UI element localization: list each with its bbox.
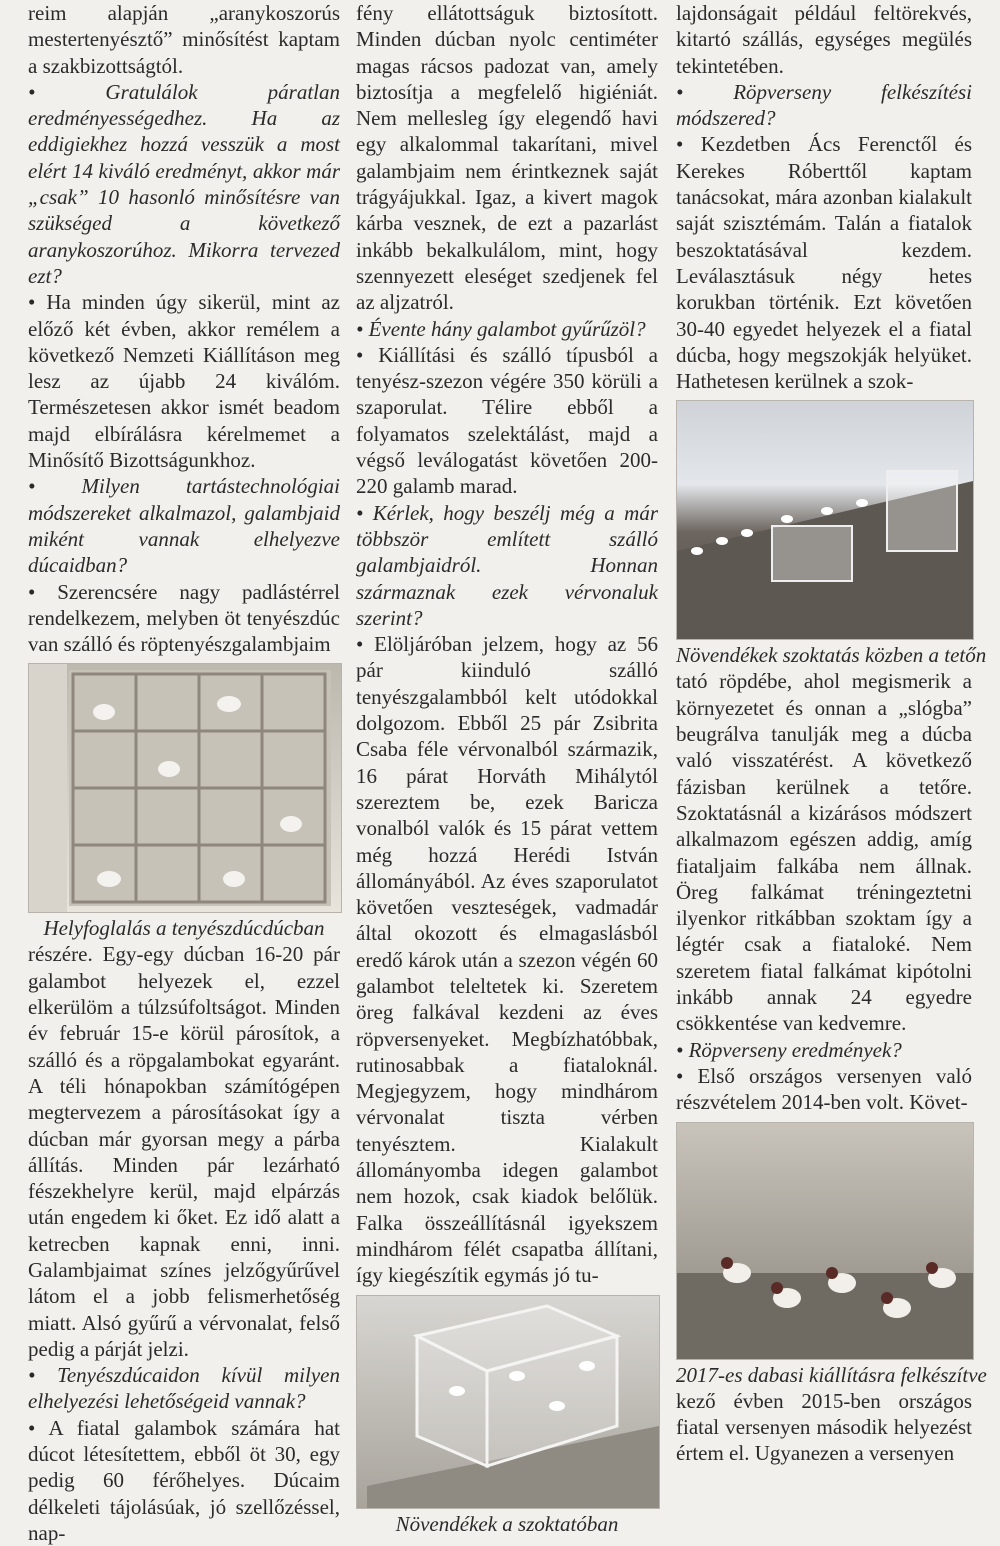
photo-exhibition-pigeons-illustration (677, 1123, 973, 1359)
photo-caption: Helyfoglalás a tenyészdúcdúcban (43, 916, 325, 941)
photo-caption: Növendékek a szoktatóban (395, 1511, 619, 1536)
interview-question: • Röpverseny felkészítési módszered? (676, 79, 972, 131)
interview-answer: • Kezdetben Ács Ferenctől és Kerekes Róberttől kaptam tanácsokat, mára azonban kialakult saját szisztémám. Talán a fiatalok beszoktatásával kezdem. Leválasztásuk négy hetes korukban történik. Ezt követően 30-40 egyedet helyezek el a fiatal dúcba, hogy megszokják helyüket. Hathetesen kerülnek a szok- (676, 132, 972, 394)
interview-question: • Évente hány galambot gyűrűzöl? (356, 316, 646, 341)
interview-question: • Tenyészdúcaidon kívül milyen elhelyezési lehetőségeid vannak? (28, 1363, 340, 1414)
paragraph: reim alapján „aranykoszorús mestertenyésztő” minősítést kaptam a szakbizottságtól. (28, 1, 340, 78)
interview-question: • Gratulálok páratlan eredményességedhez. Ha az eddigiekhez hozzá vesszük a most elért 14 kiváló eredményt, akkor már „csak” 10 hasonló minősítésre van szükséged a következő aranykoszorúhoz. Mikorra tervezed ezt? (28, 79, 340, 288)
interview-answer: • Kiállítási és szálló típusból a tenyész-szezon végére 350 körüli a szaporulat. Télire ebből a folyamatos szelektálást, majd a végső leválogatást követően 200-220 galamb marad. (356, 342, 658, 499)
paragraph: kező évben 2015-ben országos fiatal versenyen második helyezést értem el. Ugyanezen a versenyen (676, 1388, 972, 1466)
paragraph: fény ellátottságuk biztosított. Minden dúcban nyolc centiméter magas rácsos padozat van, amely biztosítja a megfelelő higiéniát. Nem mellesleg így elegendő havi egy alkalommal takarítani, mivel galambjaim nem érintkeznek saját trágyájukkal. Igaz, a kivert magok kárba vesznek, de ezt a pazarlást inkább bekalkulálom, mint, hogy szennyezett eleséget szedjenek fel az aljzatról. (356, 1, 658, 315)
interview-answer: • Elöljáróban jelzem, hogy az 56 pár kiinduló szálló tenyészgalambból kelt utódokkal dolgozom. Ebből 25 pár Zsibrita Csaba féle vérvonalból származik, 16 párat Horváth Mihálytól szereztem be, ezek Baricza vonalból valók és 15 párat vettem még hozzá Herédi István állományából. Az éves szaporulatot követően veszteségek, vadmadár által okozott és elmagaslásból eredő károk után a szezon végén 60 galambot teleltetek ki. Szeretem öreg falkával kezdeni az éves röpversenyeket. Megbízhatóbbak, rutinosabbak a fiataloknál. Megjegyzem, hogy mindhárom vérvonalat tiszta vérben tenyésztem. Kialakult állományomba idegen galambot nem hozok, csak kiadok belőlük. Falka összeállításnál igyekszem mindhárom félét csapatba állítani, így kiegészítik egymás jó tu- (356, 632, 658, 1288)
paragraph: lajdonságait például feltörekvés, kitartó szállás, egységes megülés tekintetében. (676, 1, 972, 78)
interview-answer: • Szerencsére nagy padlástérrel rendelkezem, melyben öt tenyészdúc van szálló és röptenyészgalambjaim (28, 579, 340, 657)
column-1 (28, 0, 340, 1546)
photo-rooftop-training (676, 400, 974, 640)
interview-answer: • Első országos versenyen való részvételem 2014-ben volt. Követ- (676, 1063, 972, 1115)
interview-answer: • Ha minden úgy sikerül, mint az előző két évben, akkor remélem a következő Nemzeti Kiállításon meg lesz az újabb 24 kiválóm. Természetesen akkor ismét beadom majd elbírálásra kérelmemet a Minősítő Bizottságunkhoz. (28, 290, 340, 473)
photo-rooftop-training-illustration (677, 401, 973, 639)
photo-exhibition-pigeons (676, 1122, 974, 1360)
paragraph: részére. Egy-egy dúcban 16-20 pár galambot helyezek el, ezzel elkerülöm a túlzsúfoltságot. Minden év február 15-e körül párosítok, a szálló és a röpgalambokat egyaránt. A téli hónapokban számítógépen megtervezem a párosításokat így a dúcban már gyorsan megy a párba állítás. Minden pár lezárható fészekhelyre kerül, majd elpárzás után engedem ki őket. Ez idő alatt a ketrecben kapnak enni, inni. Galambjaimat színes jelzőgyűrűvel látom el a jobb felismerhetőség miatt. Alsó gyűrű a vérvonalat, felső pedig a párját jelzi. (28, 942, 340, 1361)
interview-question: • Milyen tartástechnológiai módszereket alkalmazol, galambjaid miként vannak elhelyezve dúcaidban? (28, 474, 340, 578)
photo-caption: Növendékek szoktatás közben a tetőn (676, 643, 987, 668)
photo-breeding-loft (28, 663, 342, 913)
photo-breeding-loft-illustration (29, 664, 341, 912)
interview-question: • Röpverseny eredmények? (676, 1037, 902, 1062)
paragraph: tató röpdébe, ahol megismerik a környezetet és onnan a „slógba” beugrálva tanulják meg a dúcba való visszatérést. A következő fázisban kerülnek a tetőre. Szoktatásnál a kizárásos módszert alkalmazom egészen addig, amíg fiataljaim falkába nem állnak. Öreg falkámat tréningeztetni ilyenkor ritkábban szoktam így a légtér csak a fiataloké. Nem szeretem fiatal falkámat kipótolni inkább annak 24 egyedre csökkentése van kedvemre. (676, 669, 972, 1036)
column-3 (676, 0, 987, 1466)
photo-training-cage (356, 1295, 660, 1509)
photo-training-cage-illustration (357, 1296, 659, 1508)
interview-question: • Kérlek, hogy beszélj még a már többször említett szálló galambjaidról. Honnan származnak ezek vérvonaluk szerint? (356, 500, 658, 630)
interview-answer: • A fiatal galambok számára hat dúcot létesítettem, ebből öt 30, egy pedig 60 férőhelyes. Dúcaim délkeleti tájolásúak, jó szellőzéssel, nap- (28, 1415, 340, 1545)
column-2 (356, 0, 658, 1537)
photo-caption: 2017-es dabasi kiállításra felkészítve (676, 1362, 987, 1387)
